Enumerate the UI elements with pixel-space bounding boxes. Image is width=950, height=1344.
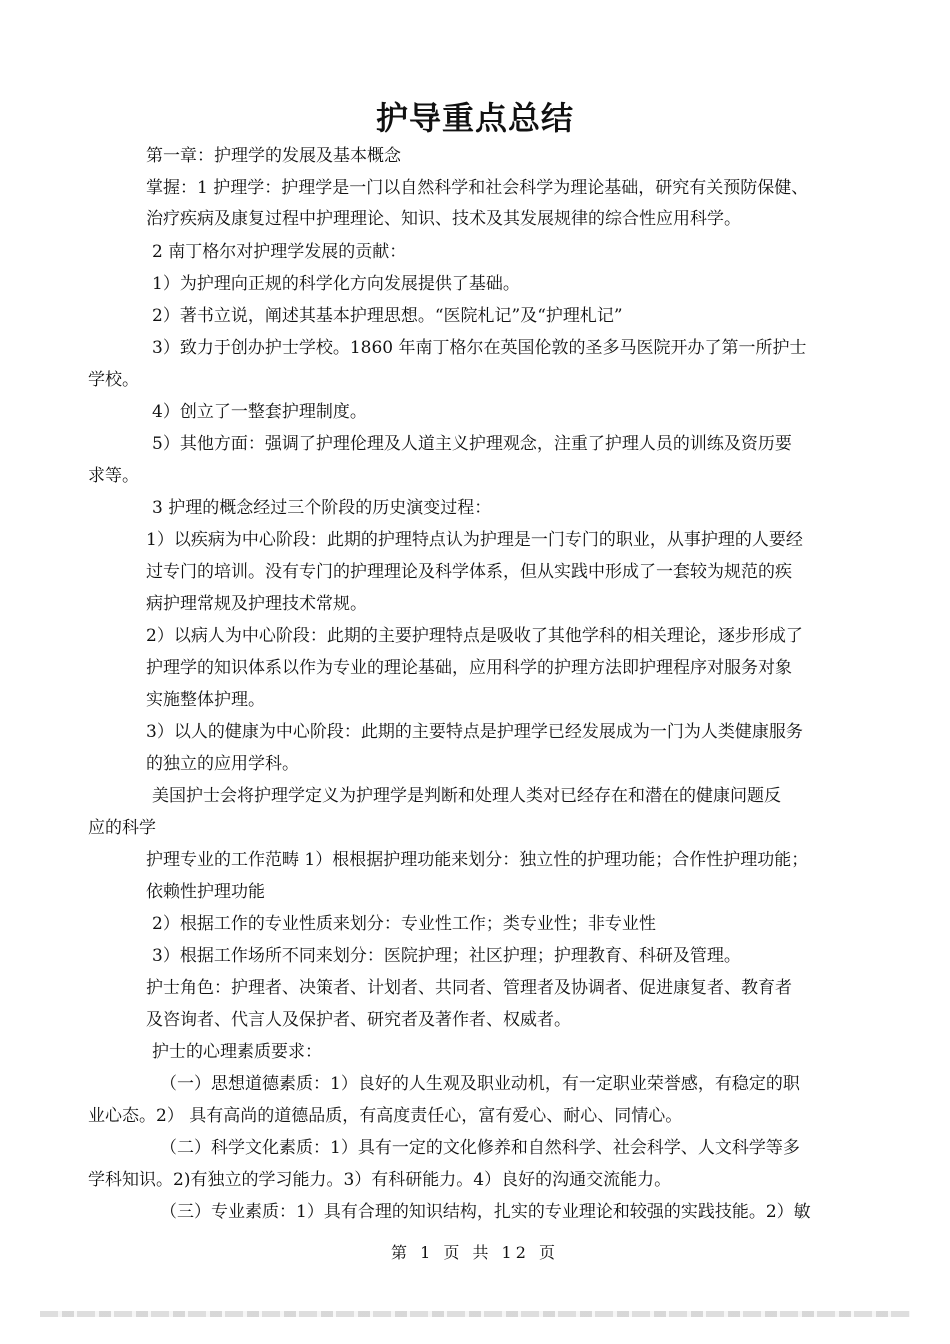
text-line: 第一章：护理学的发展及基本概念 — [146, 146, 401, 166]
text-line: （一）思想道德素质：1）良好的人生观及职业动机，有一定职业荣誉感，有稳定的职 — [160, 1074, 800, 1094]
text-line: 病护理常规及护理技术常规。 — [146, 594, 367, 614]
text-line: 护理学的知识体系以作为专业的理论基础，应用科学的护理方法即护理程序对服务对象 — [146, 658, 792, 678]
text-line: 业心态。2） 具有高尚的道德品质，有高度责任心，富有爱心、耐心、同情心。 — [88, 1106, 683, 1126]
text-line: 1）以疾病为中心阶段：此期的护理特点认为护理是一门专门的职业，从事护理的人要经 — [146, 530, 803, 550]
text-line: 依赖性护理功能 — [146, 882, 265, 902]
text-line: 护士角色：护理者、决策者、计划者、共同者、管理者及协调者、促进康复者、教育者 — [146, 978, 792, 998]
text-line: 护士的心理素质要求： — [152, 1042, 322, 1062]
text-line: 3）致力于创办护士学校。1860 年南丁格尔在英国伦敦的圣多马医院开办了第一所护士 — [152, 338, 807, 358]
text-line: 2）著书立说，阐述其基本护理思想。“医院札记”及“护理札记” — [152, 306, 623, 326]
text-line: 3）根据工作场所不同来划分：医院护理；社区护理；护理教育、科研及管理。 — [152, 946, 741, 966]
text-line: 3 护理的概念经过三个阶段的历史演变过程： — [152, 498, 492, 518]
text-line: 掌握：1 护理学：护理学是一门以自然科学和社会科学为理论基础，研究有关预防保健、 — [146, 178, 809, 198]
text-line: 美国护士会将护理学定义为护理学是判断和处理人类对已经存在和潜在的健康问题反 — [152, 786, 781, 806]
text-line: （三）专业素质：1）具有合理的知识结构，扎实的专业理论和较强的实践技能。2）敏 — [160, 1202, 811, 1222]
page-footer: 第 1 页 共 12 页 — [391, 1243, 559, 1262]
text-line: 应的科学 — [88, 818, 156, 838]
text-line: 3）以人的健康为中心阶段：此期的主要特点是护理学已经发展成为一门为人类健康服务 — [146, 722, 803, 742]
text-line: 学校。 — [88, 370, 139, 390]
text-line: 2）以病人为中心阶段：此期的主要护理特点是吸收了其他学科的相关理论，逐步形成了 — [146, 626, 803, 646]
text-line: 4）创立了一整套护理制度。 — [152, 402, 367, 422]
text-line: 治疗疾病及康复过程中护理理论、知识、技术及其发展规律的综合性应用科学。 — [146, 209, 741, 229]
text-line: 5）其他方面：强调了护理伦理及人道主义护理观念，注重了护理人员的训练及资历要 — [152, 434, 792, 454]
text-line: 实施整体护理。 — [146, 690, 265, 710]
text-line: 1）为护理向正规的科学化方向发展提供了基础。 — [152, 274, 520, 294]
text-line: 学科知识。2)有独立的学习能力。3）有科研能力。4）良好的沟通交流能力。 — [88, 1170, 672, 1190]
text-line: 护理专业的工作范畴 1）根根据护理功能来划分：独立性的护理功能；合作性护理功能； — [146, 850, 809, 870]
text-line: 求等。 — [88, 466, 139, 486]
text-line: （二）科学文化素质：1）具有一定的文化修养和自然科学、社会科学、人文科学等多 — [160, 1138, 800, 1158]
text-line: 过专门的培训。没有专门的护理理论及科学体系，但从实践中形成了一套较为规范的疾 — [146, 562, 792, 582]
text-line: 2）根据工作的专业性质来划分：专业性工作；类专业性；非专业性 — [152, 914, 656, 934]
text-line: 及咨询者、代言人及保护者、研究者及著作者、权威者。 — [146, 1010, 571, 1030]
text-line: 的独立的应用学科。 — [146, 754, 299, 774]
text-line: 2 南丁格尔对护理学发展的贡献： — [152, 242, 407, 262]
scan-artifact-strip — [40, 1311, 910, 1317]
document-title: 护导重点总结 — [375, 99, 574, 137]
